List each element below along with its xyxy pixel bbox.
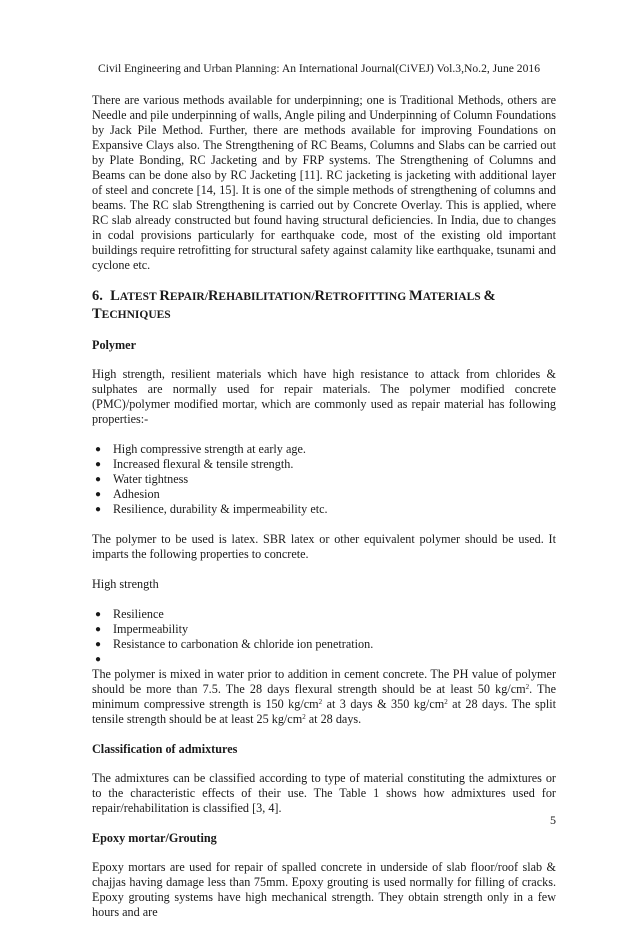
bullet-icon: ● — [94, 504, 102, 515]
intro-paragraph: There are various methods available for underpinning; one is Traditional Methods, others are Needle and pile underpinning of walls, Angle piling and Underpinning of Column Foundations by Jack Pile Method. Further, there are methods available for improving Foundations on Expansive Clays also. The Strengthening of RC Beams, Columns and Slabs can be carried out by Plate Bonding, RC Jacketing and by FRP systems. The Strengthening of Columns and Beams can be done also by RC Jacketing [11]. RC jacketing is jacketing with additional layer of steel and concrete [14, 15]. It is one of the simple methods of strengthening of columns and beams. The RC slab Strengthening is carried out by Concrete Overlay. This is applied, where RC slab already constructed but found having structural deficiencies. In India, due to changes in codal provisions particularly for earthquake code, most of the existing old important buildings require retrofitting for structural safety against calamity like earthquake, tsunami and cyclone etc. — [92, 93, 556, 272]
list-item: ● Increased flexural & tensile strength. — [113, 457, 556, 472]
running-header: Civil Engineering and Urban Planning: An International Journal(CiVEJ) Vol.3,No.2, June 2016 — [97, 62, 540, 75]
list-item: ● High compressive strength at early age. — [113, 442, 556, 457]
polymer-properties-list — [92, 442, 556, 517]
concrete-properties-list — [92, 607, 556, 667]
polymer-paragraph-1: High strength, resilient materials which have high resistance to attack from chlorides & sulphates are normally used for repair materials. The polymer modified concrete (PMC)/polymer modified mortar, which are commonly used as repair material has following properties:- — [92, 367, 556, 426]
page-number: 5 — [550, 813, 556, 827]
section-heading — [92, 288, 556, 324]
bullet-icon: ● — [94, 654, 102, 665]
high-strength-label: High strength — [92, 577, 159, 591]
list-item: ● Water tightness — [113, 472, 556, 487]
epoxy-heading: Epoxy mortar/Grouting — [92, 831, 217, 845]
polymer-heading: Polymer — [92, 338, 136, 352]
bullet-icon: ● — [94, 474, 102, 485]
bullet-icon: ● — [94, 609, 102, 620]
admixtures-heading: Classification of admixtures — [92, 742, 238, 756]
admixtures-paragraph: The admixtures can be classified according to type of material constituting the admixtures or to the characteristic effects of their use. The Table 1 shows how admixtures used for repair/rehabilitation is classified [3, 4]. — [92, 771, 556, 815]
epoxy-paragraph: Epoxy mortars are used for repair of spalled concrete in underside of slab floor/roof slab & chajjas having damage less than 75mm. Epoxy grouting is used normally for filling of cracks. Epoxy grouting systems have high mechanical strength. They obtain strength only in a few hours and are — [92, 860, 556, 919]
list-item: ● Resistance to carbonation & chloride ion penetration. — [113, 637, 556, 652]
list-item: ● Resilience, durability & impermeability etc. — [113, 502, 556, 517]
bullet-icon: ● — [94, 459, 102, 470]
list-item: ● Adhesion — [113, 487, 556, 502]
page-body — [92, 93, 556, 935]
bullet-icon: ● — [94, 444, 102, 455]
section-number: 6. — [92, 288, 103, 304]
bullet-icon: ● — [94, 489, 102, 500]
list-item: ● Impermeability — [113, 622, 556, 637]
polymer-paragraph-3: The polymer is mixed in water prior to addition in cement concrete. The PH value of polymer should be more than 7.5. The 28 days flexural strength should be at least 50 $kg/cm^2$. The minimum compressive strength is 150 $kg/cm^2$ at 3 days & 350 $kg/cm^2$ at 28 days. The split tensile strength should be at least 25 $kg/cm^2$ at 28 days. — [92, 667, 557, 726]
polymer-paragraph-2: The polymer to be used is latex. SBR latex or other equivalent polymer should be used. It imparts the following properties to concrete. — [92, 532, 556, 561]
section-title: LATEST REPAIR/REHABILITATION/RETROFITTING MATERIALS & TECHNIQUES — [92, 288, 496, 322]
bullet-icon: ● — [94, 624, 102, 635]
bullet-icon: ● — [94, 639, 102, 650]
list-item — [94, 652, 556, 667]
list-item: ● Resilience — [113, 607, 556, 622]
